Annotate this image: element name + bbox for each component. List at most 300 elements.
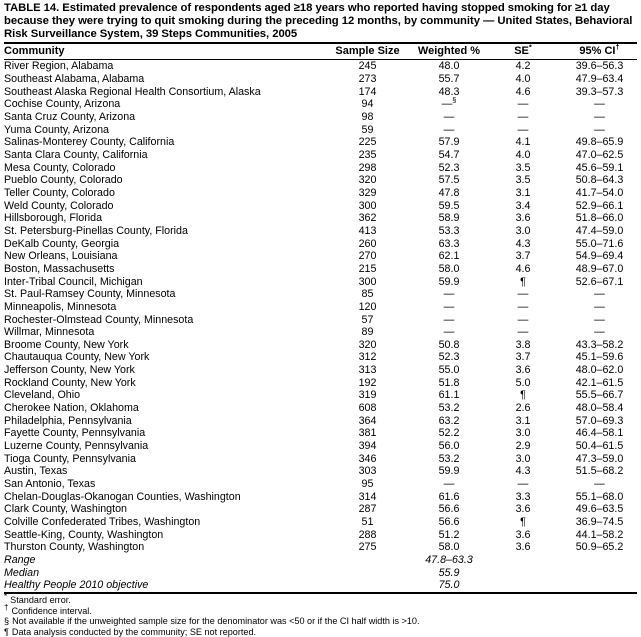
cell-ci: — (594, 313, 605, 326)
cell-se (489, 579, 557, 592)
cell-sample-size: 381 (358, 427, 377, 440)
cell-weighted-pct (409, 288, 489, 301)
cell-weighted-pct-value: 56.6 (438, 503, 460, 516)
cell-community: Teller County, Colorado (4, 186, 115, 199)
cell-ci: 50.8–64.3 (575, 174, 624, 187)
table-header-row (4, 44, 641, 59)
cell-se: ¶ (520, 275, 526, 288)
footnote-marker-ci: † (615, 42, 620, 52)
cell-ci: 51.5–68.2 (575, 465, 624, 478)
cell-ci: — (594, 288, 605, 301)
cell-sample-size: 320 (358, 174, 377, 187)
table-row (4, 263, 641, 276)
cell-se: 3.6 (515, 503, 531, 516)
cell-weighted-pct (409, 276, 489, 289)
cell-weighted-pct-value: 55.0 (438, 364, 460, 377)
cell-weighted-pct (409, 491, 489, 504)
cell-ci: 50.9–65.2 (575, 541, 624, 554)
footnote-text: Not available if the unweighted sample size for the denominator was <50 or if the CI half width is >10. (9, 616, 420, 627)
cell-ci: 42.1–61.5 (575, 376, 624, 389)
table-row (4, 86, 641, 99)
cell-weighted-pct (409, 554, 489, 567)
cell-weighted-pct-value: — (443, 123, 455, 136)
cell-weighted-pct-value: — (443, 313, 455, 326)
cell-se: 2.6 (515, 402, 531, 415)
cell-weighted-pct (409, 326, 489, 339)
table-bottom-rule (4, 592, 637, 594)
footnote-marker: § (4, 616, 10, 627)
table-header (4, 44, 641, 59)
cell-weighted-pct-value: 58.0 (438, 541, 460, 554)
cell-ci: — (594, 326, 605, 339)
cell-sample-size: 270 (358, 250, 377, 263)
table-row (4, 162, 641, 175)
cell-weighted-pct-value: 59.9 (438, 465, 460, 478)
cell-weighted-pct-value: 53.2 (438, 402, 460, 415)
cell-ci: — (594, 98, 605, 111)
cell-sample-size (326, 579, 409, 592)
cell-weighted-pct-value: 55.7 (438, 73, 460, 86)
cell-weighted-pct-value: — (441, 98, 453, 111)
cell-weighted-pct-value: 57.9 (438, 136, 460, 149)
cell-community: Broome County, New York (4, 338, 129, 351)
table-row (4, 212, 641, 225)
cell-se: 4.3 (515, 237, 531, 250)
table-row (4, 73, 641, 86)
cell-weighted-pct-value: 61.6 (438, 490, 460, 503)
cell-sample-size: 413 (358, 224, 377, 237)
cell-weighted-pct (409, 162, 489, 175)
cell-sample-size: 364 (358, 414, 377, 427)
cell-sample-size: 303 (358, 465, 377, 478)
table-row (4, 174, 641, 187)
cell-ci: 55.0–71.6 (575, 237, 624, 250)
cell-sample-size (326, 567, 409, 580)
cell-sample-size: 225 (358, 136, 377, 149)
cell-ci: 50.4–61.5 (575, 440, 624, 453)
table-row (4, 427, 641, 440)
cell-community: Weld County, Colorado (4, 199, 114, 212)
cell-weighted-pct (409, 427, 489, 440)
cell-ci: 51.8–66.0 (575, 212, 624, 225)
cell-sample-size: 273 (358, 73, 377, 86)
cell-community: New Orleans, Louisiana (4, 250, 118, 263)
cell-se: 3.6 (515, 212, 531, 225)
table-row (4, 491, 641, 504)
cell-sample-size: 85 (361, 288, 374, 301)
table-row (4, 377, 641, 390)
cell-ci: — (594, 300, 605, 313)
cell-weighted-pct-value: 57.5 (438, 174, 460, 187)
cell-community: Inter-Tribal Council, Michigan (4, 275, 143, 288)
cell-se: 4.0 (515, 148, 531, 161)
column-header-community: Community (4, 45, 65, 58)
cell-ci: — (594, 111, 605, 124)
cell-community: Mesa County, Colorado (4, 161, 116, 174)
cell-sample-size: 59 (361, 123, 374, 136)
cell-weighted-pct (409, 465, 489, 478)
column-header-se (489, 44, 557, 59)
cell-ci (557, 554, 641, 567)
cell-sample-size: 120 (358, 300, 377, 313)
cell-community: Clark County, Washington (4, 503, 127, 516)
cell-weighted-pct (409, 250, 489, 263)
cell-weighted-pct (409, 440, 489, 453)
cell-sample-size: 314 (358, 490, 377, 503)
cell-se: — (517, 288, 529, 301)
cell-sample-size: 319 (358, 389, 377, 402)
cell-weighted-pct-value: — (443, 478, 455, 491)
cell-community: Fayette County, Pennsylvania (4, 427, 146, 440)
cell-ci (557, 567, 641, 580)
cell-weighted-pct (409, 415, 489, 428)
cell-weighted-pct (409, 263, 489, 276)
cell-ci: 55.1–68.0 (575, 490, 624, 503)
cell-weighted-pct (409, 529, 489, 542)
column-header-se-label: SE (514, 45, 529, 58)
cell-se: 4.2 (515, 60, 531, 73)
cell-se: 3.3 (515, 490, 531, 503)
cell-weighted-pct-value: 47.8–63.3 (425, 553, 473, 566)
cell-weighted-pct (409, 111, 489, 124)
cell-ci: — (594, 478, 605, 491)
cell-weighted-pct (409, 225, 489, 238)
cell-se: 4.3 (515, 465, 531, 478)
footnote-marker-inline: § (452, 95, 457, 105)
cell-community: Healthy People 2010 objective (4, 579, 149, 592)
cell-weighted-pct-value: 52.3 (438, 161, 460, 174)
cell-community: Chelan-Douglas-Okanogan Counties, Washington (4, 490, 241, 503)
table-row (4, 149, 641, 162)
cell-weighted-pct (409, 95, 489, 111)
cell-weighted-pct (409, 579, 489, 592)
cell-sample-size: 245 (358, 60, 377, 73)
cell-se: 3.1 (515, 186, 531, 199)
cell-community: Hillsborough, Florida (4, 212, 103, 225)
cell-community: St. Petersburg-Pinellas County, Florida (4, 224, 188, 237)
cell-weighted-pct (409, 377, 489, 390)
cell-community: St. Paul-Ramsey County, Minnesota (4, 288, 176, 301)
cell-community: Southeast Alabama, Alabama (4, 73, 145, 86)
table-row (4, 124, 641, 137)
table-row (4, 465, 641, 478)
cell-se: 4.0 (515, 73, 531, 86)
cell-se: 4.6 (515, 262, 531, 275)
table-row (4, 136, 641, 149)
cell-weighted-pct-value: 56.0 (438, 440, 460, 453)
column-header-ci-label: 95% CI (579, 45, 616, 58)
cell-weighted-pct-value: 53.3 (438, 224, 460, 237)
cell-weighted-pct (409, 136, 489, 149)
cell-weighted-pct-value: 52.2 (438, 427, 460, 440)
cell-weighted-pct (409, 238, 489, 251)
cell-weighted-pct (409, 212, 489, 225)
cell-ci: 39.3–57.3 (575, 85, 624, 98)
cell-se: 4.1 (515, 136, 531, 149)
cell-sample-size: 95 (361, 478, 374, 491)
cell-se: 3.7 (515, 351, 531, 364)
cell-weighted-pct-value: 59.5 (438, 199, 460, 212)
cell-weighted-pct (409, 351, 489, 364)
cell-weighted-pct (409, 124, 489, 137)
cell-se: 3.6 (515, 364, 531, 377)
cell-weighted-pct-value: — (443, 111, 455, 124)
footnote: † Confidence interval. (4, 602, 92, 616)
cell-weighted-pct (409, 174, 489, 187)
cell-se: — (517, 478, 529, 491)
cell-ci: 36.9–74.5 (575, 516, 624, 529)
cell-community: Austin, Texas (4, 465, 68, 478)
cell-community: Southeast Alaska Regional Health Consortium, Alaska (4, 85, 261, 98)
table-row (4, 478, 641, 491)
cell-weighted-pct-value: — (443, 326, 455, 339)
cell-ci: 54.9–69.4 (575, 250, 624, 263)
cell-se: ¶ (520, 516, 526, 529)
cell-sample-size: 174 (358, 85, 377, 98)
cell-community: River Region, Alabama (4, 60, 114, 73)
cell-se (489, 554, 557, 567)
footnote-marker: ¶ (4, 626, 9, 637)
cell-sample-size: 89 (361, 326, 374, 339)
cell-se: ¶ (520, 389, 526, 402)
cell-weighted-pct (409, 389, 489, 402)
summary-row (4, 579, 641, 592)
cell-sample-size: 98 (361, 111, 374, 124)
cell-community: Boston, Massachusetts (4, 262, 115, 275)
cell-weighted-pct (409, 187, 489, 200)
table-row (4, 200, 641, 213)
cell-se: 3.5 (515, 174, 531, 187)
cell-weighted-pct (409, 73, 489, 86)
cell-weighted-pct-value: 58.9 (438, 212, 460, 225)
footnote-text: Standard error. (7, 594, 71, 605)
cell-ci: 39.6–56.3 (575, 60, 624, 73)
cell-sample-size: 300 (358, 199, 377, 212)
cell-se: 3.6 (515, 528, 531, 541)
cell-ci: 43.3–58.2 (575, 338, 624, 351)
cell-weighted-pct (409, 149, 489, 162)
cell-sample-size (326, 554, 409, 567)
cell-weighted-pct-value: 58.0 (438, 262, 460, 275)
table-row (4, 389, 641, 402)
cell-weighted-pct (409, 516, 489, 529)
cell-ci: 48.0–62.0 (575, 364, 624, 377)
cell-ci (557, 579, 641, 592)
cell-ci: 49.8–65.9 (575, 136, 624, 149)
cell-weighted-pct (409, 478, 489, 491)
summary-row (4, 554, 641, 567)
cell-weighted-pct (409, 314, 489, 327)
cell-sample-size: 235 (358, 148, 377, 161)
footnote-text: Confidence interval. (8, 605, 92, 616)
cell-weighted-pct (409, 364, 489, 377)
cell-community: Jefferson County, New York (4, 364, 135, 377)
footnote: * Standard error. (4, 591, 71, 605)
table-body (4, 60, 641, 592)
cell-weighted-pct (409, 503, 489, 516)
cell-se: 4.6 (515, 85, 531, 98)
cell-weighted-pct-value: 51.2 (438, 528, 460, 541)
table-row (4, 415, 641, 428)
cell-se: 5.0 (515, 376, 531, 389)
cell-community: Chautauqua County, New York (4, 351, 150, 364)
cell-se: 3.0 (515, 427, 531, 440)
footnote-text: Data analysis conducted by the community; SE not reported. (9, 626, 257, 637)
cell-sample-size: 287 (358, 503, 377, 516)
cell-community: Cherokee Nation, Oklahoma (4, 402, 139, 415)
cell-se: — (517, 326, 529, 339)
table-row (4, 339, 641, 352)
cell-community: Yuma County, Arizona (4, 123, 109, 136)
cell-weighted-pct-value: 59.9 (438, 275, 460, 288)
cell-community: Minneapolis, Minnesota (4, 300, 117, 313)
cell-community: Tioga County, Pennsylvania (4, 452, 136, 465)
cell-community: Seattle-King, County, Washington (4, 528, 164, 541)
cell-sample-size: 329 (358, 186, 377, 199)
cell-weighted-pct (409, 301, 489, 314)
table-row (4, 276, 641, 289)
table-row (4, 225, 641, 238)
table-row (4, 187, 641, 200)
cell-weighted-pct-value: 53.2 (438, 452, 460, 465)
cell-sample-size: 51 (361, 516, 374, 529)
cell-weighted-pct-value: 63.2 (438, 414, 460, 427)
cell-se: — (517, 300, 529, 313)
cell-weighted-pct-value: 47.8 (438, 186, 460, 199)
cell-se: 3.0 (515, 224, 531, 237)
table-row (4, 529, 641, 542)
cell-sample-size: 320 (358, 338, 377, 351)
cell-community: Median (4, 566, 40, 579)
cell-community: Santa Cruz County, Arizona (4, 111, 136, 124)
cell-weighted-pct (409, 453, 489, 466)
cell-weighted-pct-value: 63.3 (438, 237, 460, 250)
cell-weighted-pct (409, 60, 489, 73)
footnote (4, 627, 637, 637)
cell-community: Philadelphia, Pennsylvania (4, 414, 132, 427)
cell-se: — (517, 98, 529, 111)
cell-se: 3.8 (515, 338, 531, 351)
cell-weighted-pct-value: 50.8 (438, 338, 460, 351)
cell-community: Range (4, 553, 36, 566)
cell-sample-size: 260 (358, 237, 377, 250)
cell-ci: 45.6–59.1 (575, 161, 624, 174)
cell-weighted-pct (409, 402, 489, 415)
cell-community: Cleveland, Ohio (4, 389, 81, 402)
cell-se: 3.4 (515, 199, 531, 212)
cell-se: — (517, 111, 529, 124)
cell-weighted-pct (409, 567, 489, 580)
cell-weighted-pct-value: 62.1 (438, 250, 460, 263)
cell-sample-size: 608 (358, 402, 377, 415)
cell-sample-size: 57 (361, 313, 374, 326)
cell-sample-size: 94 (361, 98, 374, 111)
cell-ci: 49.6–63.5 (575, 503, 624, 516)
cell-se: 3.1 (515, 414, 531, 427)
table-row (4, 541, 641, 554)
table-row (4, 98, 641, 111)
cell-community: Cochise County, Arizona (4, 98, 121, 111)
cell-weighted-pct (409, 200, 489, 213)
table-row (4, 516, 641, 529)
cell-ci: 47.3–59.0 (575, 452, 624, 465)
table-row (4, 503, 641, 516)
table-row (4, 301, 641, 314)
cell-weighted-pct-value: 56.6 (438, 516, 460, 529)
cell-weighted-pct-value: 48.0 (438, 60, 460, 73)
column-header-ci (557, 44, 641, 59)
cell-community: Pueblo County, Colorado (4, 174, 123, 187)
cell-sample-size: 215 (358, 262, 377, 275)
cell-se: — (517, 123, 529, 136)
cell-ci: 52.9–66.1 (575, 199, 624, 212)
cell-weighted-pct (409, 86, 489, 99)
table-row (4, 326, 641, 339)
table-row (4, 440, 641, 453)
cell-weighted-pct-value: 55.9 (438, 566, 460, 579)
cell-community: San Antonio, Texas (4, 478, 96, 491)
cell-weighted-pct-value: — (443, 300, 455, 313)
cell-ci: 48.9–67.0 (575, 262, 624, 275)
cell-ci: 55.5–66.7 (575, 389, 624, 402)
cell-community: Thurston County, Washington (4, 541, 145, 554)
table-row (4, 250, 641, 263)
cell-community: Rochester-Olmstead County, Minnesota (4, 313, 194, 326)
cell-ci: 45.1–59.6 (575, 351, 624, 364)
cell-se: 3.6 (515, 541, 531, 554)
table-row (4, 453, 641, 466)
cell-se (489, 567, 557, 580)
cell-community: Rockland County, New York (4, 376, 136, 389)
cell-sample-size: 298 (358, 161, 377, 174)
cell-ci: 57.0–69.3 (575, 414, 624, 427)
cell-weighted-pct-value: 48.3 (438, 85, 460, 98)
cell-weighted-pct-value: 51.8 (438, 376, 460, 389)
table-row (4, 288, 641, 301)
cell-community: Santa Clara County, California (4, 148, 148, 161)
cell-sample-size: 300 (358, 275, 377, 288)
column-header-weighted-pct: Weighted % (417, 45, 481, 58)
prevalence-table-body (4, 60, 641, 592)
cell-weighted-pct-value: 52.3 (438, 351, 460, 364)
table-row (4, 238, 641, 251)
cell-ci: 47.9–63.4 (575, 73, 624, 86)
cell-se: 3.5 (515, 161, 531, 174)
table-row (4, 364, 641, 377)
cell-weighted-pct (409, 541, 489, 554)
table-row (4, 314, 641, 327)
cell-sample-size: 362 (358, 212, 377, 225)
cell-ci: 48.0–58.4 (575, 402, 624, 415)
cell-ci: 46.4–58.1 (575, 427, 624, 440)
cell-community: DeKalb County, Georgia (4, 237, 120, 250)
table-row (4, 402, 641, 415)
cell-se: 3.7 (515, 250, 531, 263)
cell-weighted-pct-value: 61.1 (438, 389, 460, 402)
cell-ci: 47.0–62.5 (575, 148, 624, 161)
prevalence-table (4, 44, 641, 59)
cell-ci: 52.6–67.1 (575, 275, 624, 288)
cell-sample-size: 192 (358, 376, 377, 389)
cell-sample-size: 312 (358, 351, 377, 364)
table-row (4, 60, 641, 73)
cell-ci: 41.7–54.0 (575, 186, 624, 199)
cell-ci: 44.1–58.2 (575, 528, 624, 541)
cell-se: 2.9 (515, 440, 531, 453)
cell-se: 3.0 (515, 452, 531, 465)
table-row (4, 351, 641, 364)
cell-sample-size: 288 (358, 528, 377, 541)
